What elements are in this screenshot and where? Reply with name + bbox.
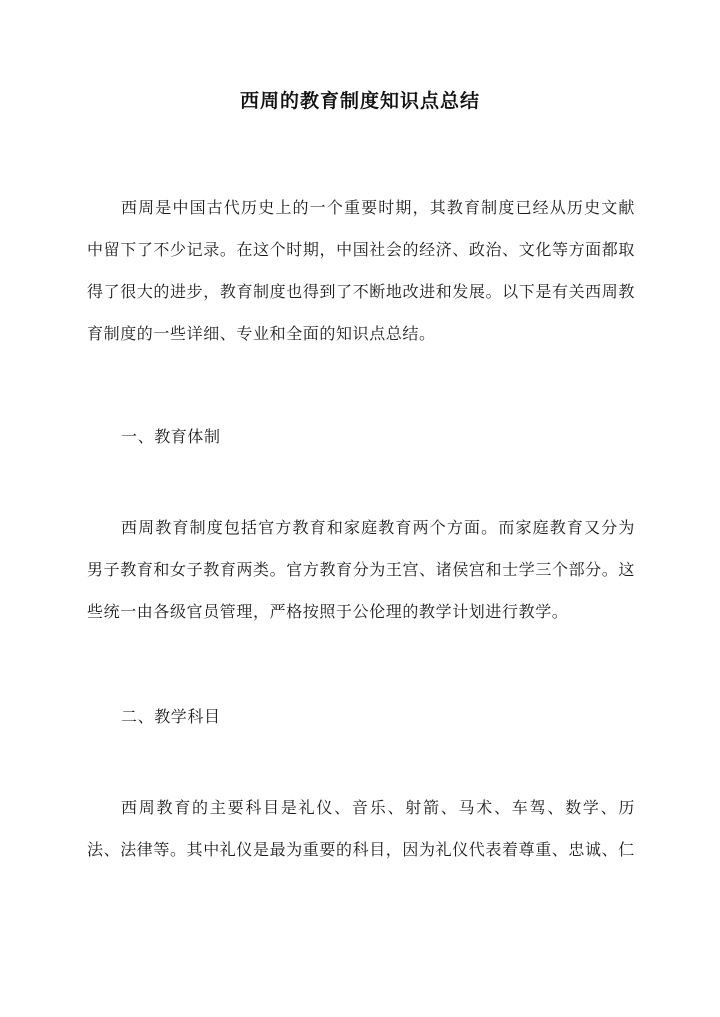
section-body-teaching-subjects: 西周教育的主要科目是礼仪、音乐、射箭、马术、车驾、数学、历法、法律等。其中礼仪是最为重要的科目，因为礼仪代表着尊重、忠诚、仁	[87, 798, 635, 859]
section-heading-teaching-subjects: 二、教学科目	[121, 707, 221, 726]
section-heading-education-system: 一、教育体制	[121, 427, 221, 446]
intro-paragraph: 西周是中国古代历史上的一个重要时期，其教育制度已经从历史文献中留下了不少记录。在这个时期，中国社会的经济、政治、文化等方面都取得了很大的进步，教育制度也得到了不断地改进和发展。以下是有关西周教育制度的一些详细、专业和全面的知识点总结。	[87, 198, 635, 343]
section-body-education-system: 西周教育制度包括官方教育和家庭教育两个方面。而家庭教育又分为男子教育和女子教育两类。官方教育分为王宫、诸侯宫和士学三个部分。这些统一由各级官员管理，严格按照于公伦理的教学计划进行教学。	[87, 518, 635, 621]
document-title: 西周的教育制度知识点总结	[239, 90, 480, 112]
